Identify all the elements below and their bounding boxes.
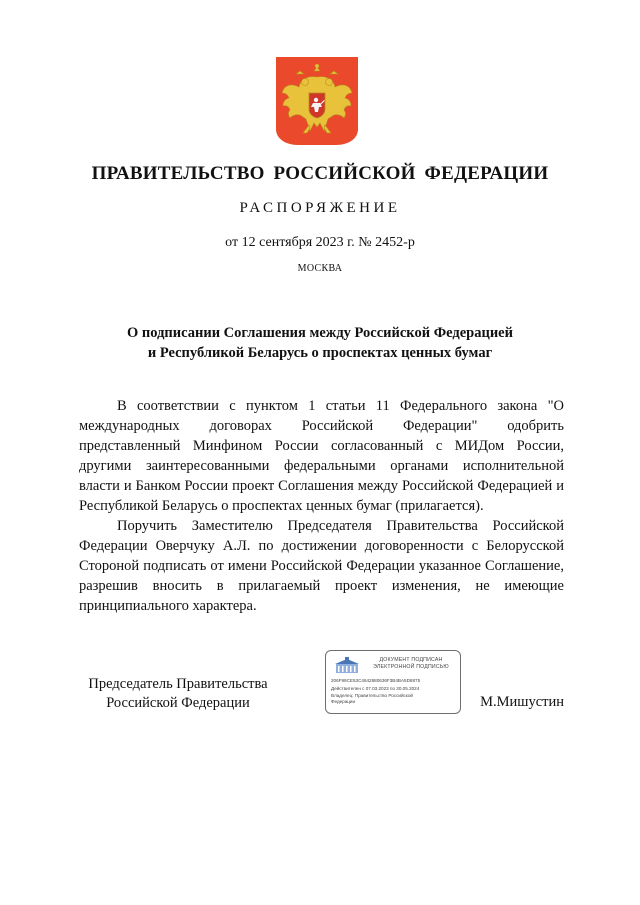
- coat-of-arms-emblem: [276, 57, 358, 145]
- government-title: ПРАВИТЕЛЬСТВО РОССИЙСКОЙ ФЕДЕРАЦИИ: [91, 163, 549, 184]
- stamp-certificate-number: 206F99CE53C4642880636F3B4BA5D8875: [331, 678, 421, 683]
- stamp-heading-line-2: ЭЛЕКТРОННОЙ ПОДПИСЬЮ: [373, 664, 449, 670]
- signatory-position-line-1: Председатель Правительства: [88, 676, 268, 692]
- document-type: РАСПОРЯЖЕНИЕ: [239, 200, 401, 216]
- double-headed-eagle-icon: [276, 57, 358, 145]
- signatory-position-line-2: Российской Федерации: [106, 695, 250, 711]
- body-paragraph-1: В соответствии с пунктом 1 статьи 11 Федерального закона "О международных договорах Российской Федерации" одобрить представленный Минфином России согласованный с МИДом России, другими заинтересованными федеральными органами исполнительной власти и Банком России проект Соглашения между Российской Федерацией и Республикой Беларусь о проспектах ценных бумаг (прилагается).: [79, 398, 564, 514]
- stamp-heading: [364, 657, 458, 671]
- document-body: [79, 396, 564, 616]
- body-paragraph-2: Поручить Заместителю Председателя Правительства Российской Федерации Оверчуку А.Л. по достижении договоренности с Белорусской Стороной подписать от имени Российской Федерации указанное Соглашение, разрешив вносить в прилагаемый проект изменения, не имеющие принципиального характера.: [79, 518, 564, 614]
- document-subject: [80, 323, 560, 363]
- stamp-owner-line-2: Федерации: [331, 699, 356, 704]
- signatory-position: [78, 675, 278, 713]
- subject-line-1: О подписании Соглашения между Российской Федерацией: [127, 325, 513, 341]
- subject-line-2: и Республикой Беларусь о проспектах ценных бумаг: [147, 345, 493, 361]
- document-date-number: от 12 сентября 2023 г. № 2452-р: [225, 235, 415, 250]
- stamp-owner-line-1: Владелец: Правительство Российской: [331, 693, 413, 698]
- stamp-heading-line-1: ДОКУМЕНТ ПОДПИСАН: [379, 657, 443, 663]
- document-city: МОСКВА: [297, 263, 343, 274]
- signatory-name: М.Мишустин: [480, 694, 564, 710]
- electronic-signature-stamp: [325, 650, 461, 714]
- stamp-validity: Действителен с 07.03.2023 по 30.05.2024: [331, 686, 420, 691]
- government-building-icon: [332, 656, 362, 676]
